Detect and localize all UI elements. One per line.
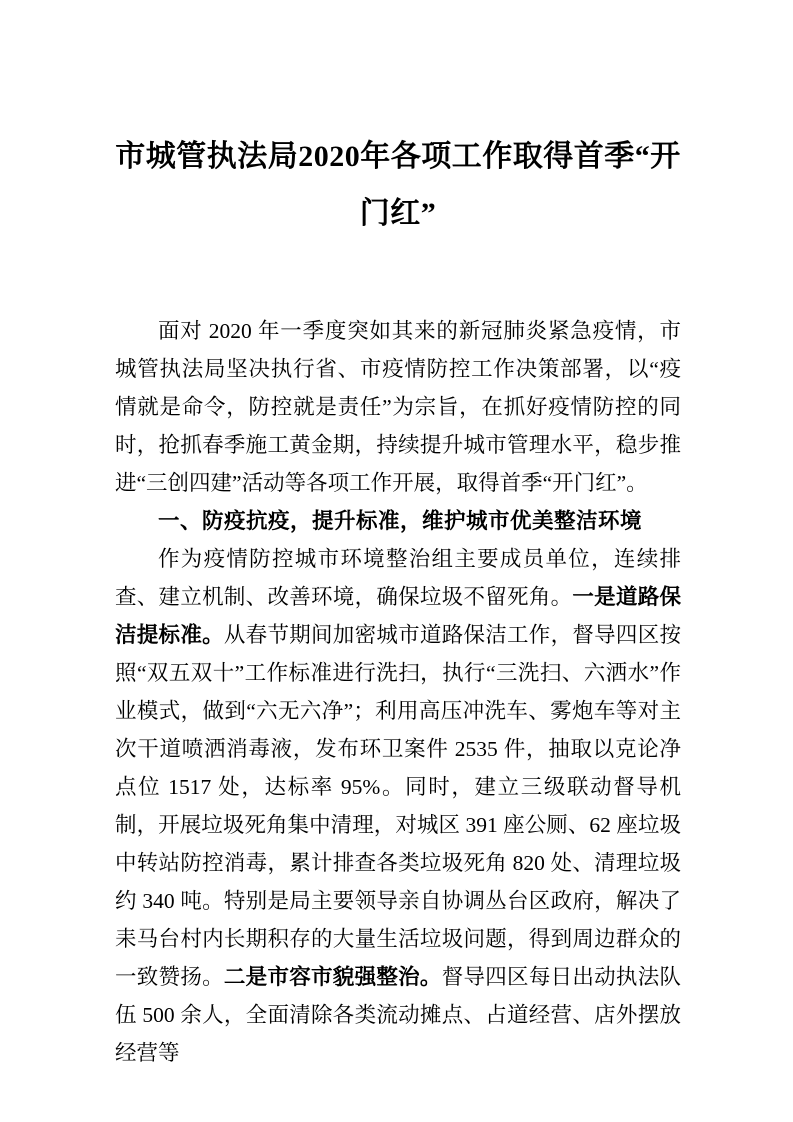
section-run-4-bold-lead: 二是市容市貌强整治。 [223,965,442,989]
section-run-3: 从春节期间加密城市道路保洁工作，督导四区按照“双五双十”工作标准进行洗扫，执行“三洗扫、六洒水”作业模式，做到“六无六净”；利用高压冲洗车、雾炮车等对主次干道喷洒消毒液，发布环卫案件 2535 件，抽取以克论净点位 1517 处，达标率 95%。同时，建立三级联动督导机制，开展垃圾死角集中清理，对城区 391 座公厕、62 座垃圾中转站防控消毒，累计排查各类垃圾死角 820 处、清理垃圾约 340 吨。特别是局主要领导亲自协调丛台区政府，解决了耒马台村内长期积存的大量生活垃圾问题，得到周边群众的一致赞扬。 [115,623,681,989]
section-run-2-bold-lead: 一是道路保洁提标准。 [115,585,681,647]
section-run-1: 作为疫情防控城市环境整治组主要成员单位，连续排查、建立机制、改善环境，确保垃圾不留死角。 [115,547,681,609]
document-title: 市城管执法局2020年各项工作取得首季“开门红” [115,140,681,230]
intro-paragraph-text: 面对 2020 年一季度突如其来的新冠肺炎紧急疫情，市城管执法局坚决执行省、市疫情防控工作决策部署，以“疫情就是命令，防控就是责任”为宗旨，在抓好疫情防控的同时，抢抓春季施工黄金期，持续提升城市管理水平，稳步推进“三创四建”活动等各项工作开展，取得首季“开门红”。 [115,319,681,495]
section-heading: 一、防疫抗疫，提升标准，维护城市优美整洁环境 [158,509,643,533]
section-run-5: 督导四区每日出动执法队伍 500 余人，全面清除各类流动摊点、占道经营、店外摆放经营等 [115,965,681,1065]
section-paragraph [115,540,681,1072]
intro-paragraph [115,312,681,502]
